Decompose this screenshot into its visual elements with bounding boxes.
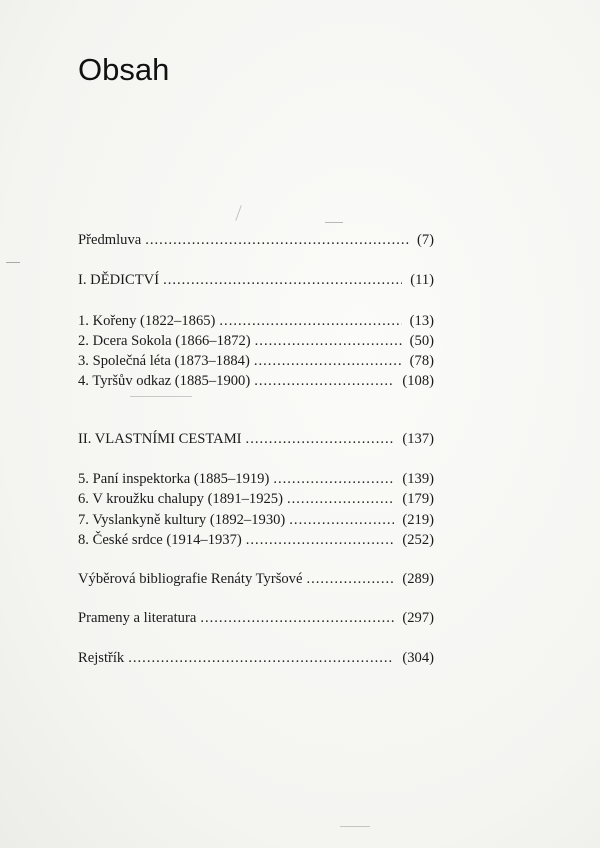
toc-entry-chapter-8[interactable] [78,530,434,550]
dot-leader [273,469,394,489]
toc-entry-label: I. DĚDICTVÍ [78,272,160,288]
dot-leader [306,569,394,589]
toc-entry-label: 1. Kořeny (1822–1865) [78,313,216,329]
toc-entry-label: 5. Paní inspektorka (1885–1919) [78,471,270,487]
toc-page-number: (289) [402,571,434,587]
toc-page-number: (50) [409,333,434,349]
toc-page-number: (139) [402,471,434,487]
toc-page-number: (7) [416,232,434,248]
dot-leader [200,608,394,628]
dot-leader [128,648,394,668]
dot-leader [255,331,402,351]
toc-page-number: (304) [402,650,434,666]
toc-entry-label: Prameny a literatura [78,610,197,626]
toc-page-number: (11) [410,272,434,288]
toc-page-number: (297) [402,610,434,626]
show-through-shadow [340,95,349,139]
toc-entry-chapter-2[interactable] [78,331,434,351]
toc-entry-chapter-3[interactable] [78,351,434,371]
toc-entry-label: 3. Společná léta (1873–1884) [78,353,250,369]
show-through-shadow [300,150,311,219]
toc-entry-chapter-4[interactable] [78,371,434,391]
toc-entry-bibliography[interactable] [78,569,434,589]
toc-entry-chapter-1[interactable] [78,311,434,331]
dot-leader [289,510,394,530]
dot-leader [246,429,395,449]
toc-entry-label: Předmluva [78,232,142,248]
toc-entry-part-1[interactable] [78,270,434,290]
scan-mark [235,205,241,220]
toc-page-number: (13) [409,313,434,329]
toc-entry-label: 8. České srdce (1914–1937) [78,532,242,548]
toc-page-number: (108) [402,373,434,389]
dot-leader [254,351,402,371]
toc-entry-foreword[interactable] [78,230,434,250]
dot-leader [246,530,395,550]
toc-entry-part-2[interactable] [78,429,434,449]
dot-leader [287,489,394,509]
dot-leader [163,270,402,290]
scan-mark [340,826,370,827]
toc-entry-sources[interactable] [78,608,434,628]
toc-page-number: (179) [402,491,434,507]
toc-page-number: (137) [402,431,434,447]
toc-entry-label: 2. Dcera Sokola (1866–1872) [78,333,251,349]
toc-entry-label: Výběrová bibliografie Renáty Tyršové [78,571,303,587]
toc-entry-label: 6. V kroužku chalupy (1891–1925) [78,491,283,507]
dot-leader [219,311,401,331]
scan-mark [130,396,192,397]
toc-entry-label: 7. Vyslankyně kultury (1892–1930) [78,512,286,528]
dot-leader [254,371,394,391]
scan-mark [325,222,343,223]
toc-page-number: (219) [402,512,434,528]
toc-entry-chapter-7[interactable] [78,510,434,530]
toc-page-number: (252) [402,532,434,548]
page-title: Obsah [78,52,170,87]
toc-entry-chapter-5[interactable] [78,469,434,489]
toc-page-number: (78) [409,353,434,369]
toc-entry-label: II. VLASTNÍMI CESTAMI [78,431,242,447]
toc-entry-index[interactable] [78,648,434,668]
scan-mark [6,262,20,263]
toc-entry-label: Rejstřík [78,650,125,666]
dot-leader [145,230,409,250]
toc-entry-label: 4. Tyršův odkaz (1885–1900) [78,373,251,389]
toc-entry-chapter-6[interactable] [78,489,434,509]
